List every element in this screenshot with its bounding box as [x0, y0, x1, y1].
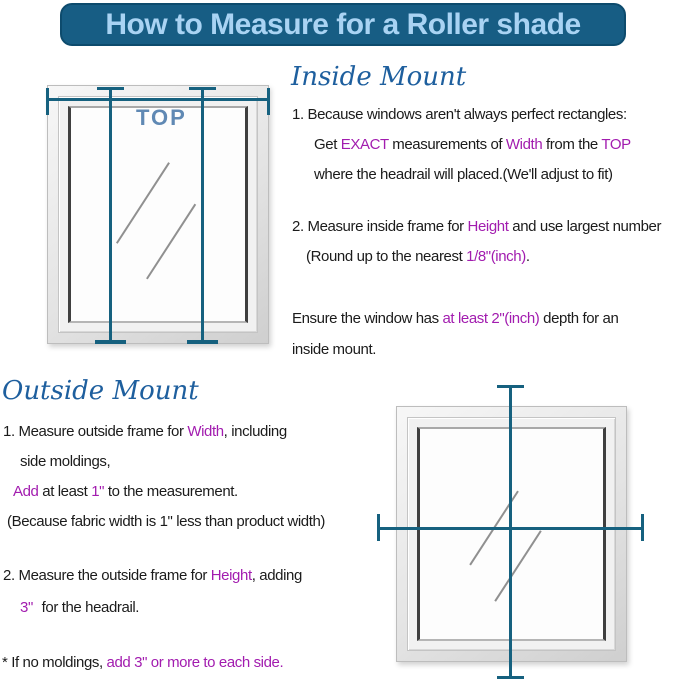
- accent-text: Width: [505, 136, 543, 153]
- accent-text: 1": [91, 483, 105, 500]
- instruction-line: [3, 477, 325, 507]
- text-segment: Ensure the window has: [292, 310, 443, 327]
- measure-cap-a-top: [97, 87, 124, 90]
- glass-reflection-line: [494, 530, 541, 602]
- inside-mount-depth-note: [292, 303, 618, 365]
- text-segment: Get: [314, 136, 341, 153]
- window-glass: [68, 106, 248, 323]
- instruction-line: [3, 417, 325, 447]
- measure-cap-left: [377, 514, 380, 541]
- text-segment: from the: [542, 136, 602, 153]
- outside-mount-step-1: [3, 417, 325, 537]
- text-segment: measurements of: [388, 136, 506, 153]
- text-segment: (Because fabric width is 1" less than product width): [7, 513, 326, 530]
- instruction-line: [292, 212, 661, 242]
- accent-text: 1/8"(inch): [466, 248, 526, 265]
- page-title: How to Measure for a Roller shade: [105, 7, 581, 41]
- page-title-banner: [60, 3, 626, 46]
- text-segment: (Round up to the nearest: [306, 248, 467, 265]
- glass-reflection-line: [146, 204, 196, 280]
- instruction-line: [292, 160, 631, 190]
- measure-cap-a-bottom: [95, 340, 126, 344]
- text-segment: and use largest number: [508, 218, 662, 235]
- width-measure-line: [378, 527, 644, 530]
- instruction-line: [3, 560, 302, 592]
- text-segment: at least: [38, 483, 92, 500]
- text-segment: * If no moldings,: [2, 654, 107, 671]
- accent-text: EXACT: [340, 136, 389, 153]
- instruction-line: [3, 592, 302, 624]
- outside-mount-heading: Outside Mount: [2, 376, 199, 406]
- accent-text: at least 2"(inch): [442, 310, 540, 327]
- inside-mount-step-2: [292, 212, 661, 272]
- inside-mount-step-1: [292, 100, 631, 190]
- measure-cap-left: [46, 88, 49, 115]
- measure-cap-right: [267, 88, 270, 115]
- instruction-line: [3, 507, 325, 537]
- text-segment: 2. Measure the outside frame for: [3, 567, 211, 584]
- instruction-line: [292, 242, 661, 272]
- measure-cap-bottom: [497, 676, 524, 679]
- accent-text: Height: [210, 567, 252, 584]
- instruction-line: [292, 130, 631, 160]
- text-segment: side moldings,: [20, 453, 111, 470]
- measure-cap-b-bottom: [187, 340, 218, 344]
- text-segment: 1. Measure outside frame for: [3, 423, 188, 440]
- text-segment: , adding: [251, 567, 302, 584]
- accent-text: Width: [187, 423, 224, 440]
- instruction-line: [292, 100, 631, 130]
- height-measure-line: [509, 386, 512, 679]
- text-segment: where the headrail will placed.(We'll adjust to fit): [314, 166, 613, 183]
- accent-text: Add: [13, 483, 39, 500]
- top-label: TOP: [136, 105, 187, 130]
- inside-mount-heading: Inside Mount: [291, 62, 467, 92]
- instruction-line: [3, 447, 325, 477]
- measure-cap-top: [497, 385, 524, 388]
- text-segment: inside mount.: [292, 341, 377, 358]
- accent-text: 3": [20, 599, 33, 616]
- width-measure-line: [47, 98, 270, 101]
- instruction-line: [292, 303, 618, 334]
- text-segment: .: [525, 248, 530, 265]
- accent-text: Height: [467, 218, 509, 235]
- instruction-line: [292, 334, 618, 365]
- text-segment: 2. Measure inside frame for: [292, 218, 468, 235]
- height-measure-line-b: [201, 88, 204, 343]
- text-segment: to the measurement.: [104, 483, 238, 500]
- measure-cap-b-top: [189, 87, 216, 90]
- text-segment: 1. Because windows aren't always perfect rectangles:: [292, 106, 627, 123]
- accent-text: add 3" or more to each side.: [106, 654, 284, 671]
- outside-mount-step-2: [3, 560, 302, 624]
- height-measure-line-a: [109, 88, 112, 343]
- glass-reflection-line: [116, 162, 170, 243]
- text-segment: , including: [223, 423, 287, 440]
- outside-mount-moldings-note: [2, 648, 283, 678]
- text-segment: for the headrail.: [37, 599, 140, 616]
- instruction-line: [2, 648, 283, 678]
- measure-cap-right: [641, 514, 644, 541]
- accent-text: TOP: [601, 136, 631, 153]
- text-segment: depth for an: [539, 310, 619, 327]
